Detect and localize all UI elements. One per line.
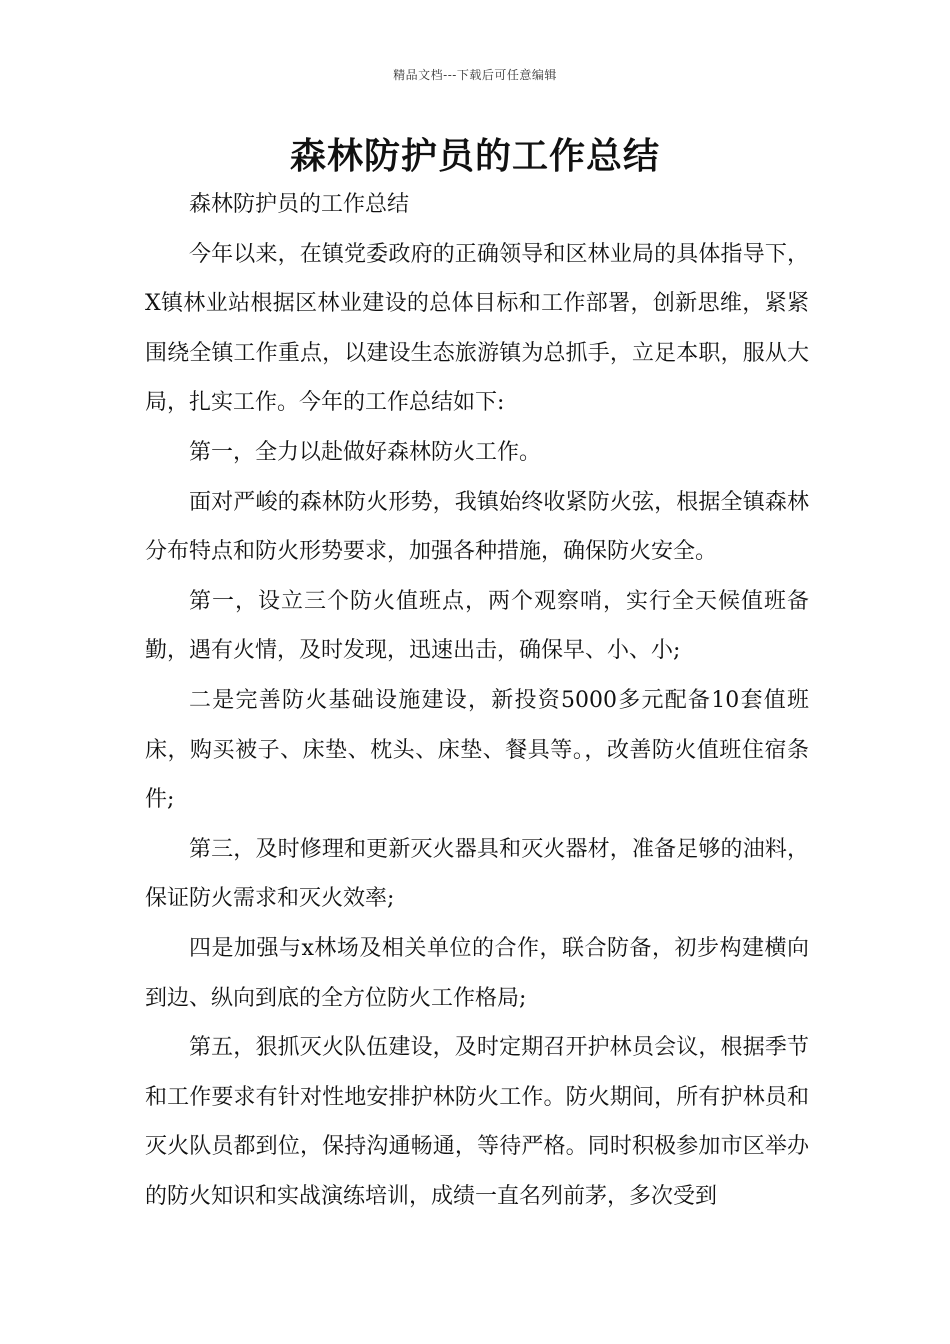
document-title: 森林防护员的工作总结 — [289, 136, 660, 177]
paragraph: 第一，设立三个防火值班点，两个观察哨，实行全天候值班备勤，遇有火情，及时发现，迅速出击，确保早、小、小; — [145, 588, 809, 664]
document-body — [145, 180, 809, 1221]
paragraph-intro: 今年以来，在镇党委政府的正确领导和区林业局的具体指导下，X镇林业站根据区林业建设的总体目标和工作部署，创新思维，紧紧围绕全镇工作重点，以建设生态旅游镇为总抓手，立足本职，服从大局，扎实工作。今年的工作总结如下: — [145, 241, 809, 416]
paragraph: 第五，狠抓灭火队伍建设，及时定期召开护林员会议，根据季节和工作要求有针对性地安排护林防火工作。防火期间，所有护林员和灭火队员都到位，保持沟通畅通，等待严格。同时积极参加市区举办的防火知识和实战演练培训，成绩一直名列前茅，多次受到 — [145, 1035, 809, 1209]
paragraph: 二是完善防火基础设施建设，新投资5000多元配备10套值班床，购买被子、床垫、枕头、床垫、餐具等。，改善防火值班住宿条件; — [145, 687, 809, 813]
paragraph: 面对严峻的森林防火形势，我镇始终收紧防火弦，根据全镇森林分布特点和防火形势要求，加强各种措施，确保防火安全。 — [145, 489, 809, 565]
paragraph-subtitle: 森林防护员的工作总结 — [189, 192, 410, 217]
paragraph-section-heading: 第一，全力以赴做好森林防火工作。 — [189, 439, 542, 465]
paragraph: 四是加强与x林场及相关单位的合作，联合防备，初步构建横向到边、纵向到底的全方位防火工作格局; — [145, 935, 809, 1011]
header-note: 精品文档---下载后可任意编辑 — [393, 68, 557, 82]
paragraph: 第三，及时修理和更新灭火器具和灭火器材，准备足够的油料，保证防火需求和灭火效率; — [145, 836, 809, 912]
